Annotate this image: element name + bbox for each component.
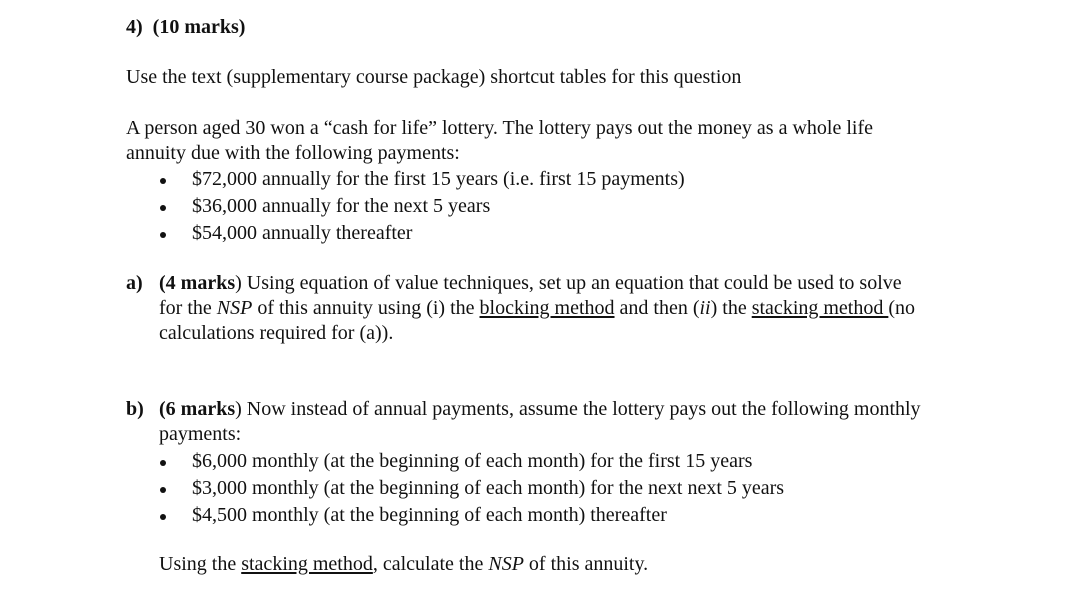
annual-payments-list — [156, 167, 685, 248]
list-item-text: $4,500 monthly (at the beginning of each month) thereafter — [192, 504, 667, 526]
final-pre: Using the — [159, 553, 242, 575]
list-item-text: $3,000 monthly (at the beginning of each month) for the next next 5 years — [192, 477, 785, 499]
blocking-method-term: blocking method — [479, 297, 615, 319]
part-b-marks-close: ) — [235, 398, 242, 420]
stacking-method-term: stacking method — [751, 297, 889, 319]
part-b-marks: (6 marks — [159, 398, 236, 420]
list-item — [156, 167, 685, 194]
part-b-final-instruction — [159, 552, 648, 577]
part-b-line-1 — [159, 397, 921, 422]
list-item-text: $72,000 annually for the first 15 years (i.e. first 15 payments) — [192, 168, 685, 190]
bullet-icon — [160, 460, 166, 466]
part-b-label: b) — [126, 398, 144, 420]
part-a-line-1 — [159, 271, 902, 296]
part-a-line-2-the: ) the — [710, 297, 752, 319]
nsp-term: NSP — [488, 553, 524, 575]
roman-ii: ii — [699, 297, 711, 319]
list-item — [156, 476, 784, 503]
part-a-marks-close: ) — [235, 272, 242, 294]
part-a-line-2-end: (no — [888, 297, 916, 319]
nsp-term: NSP — [216, 297, 253, 319]
bullet-icon — [160, 487, 166, 493]
list-item — [156, 449, 784, 476]
stacking-method-term: stacking method — [241, 553, 373, 575]
bullet-icon — [160, 178, 166, 184]
part-a-line-3: calculations required for (a)). — [159, 322, 394, 344]
part-b-line-2: payments: — [159, 423, 242, 445]
part-a-line-1-text: Using equation of value techniques, set up an equation that could be used to solve — [241, 272, 902, 294]
scenario-line-2: annuity due with the following payments: — [126, 142, 460, 164]
monthly-payments-list — [156, 449, 784, 530]
instruction-text: Use the text (supplementary course package) shortcut tables for this question — [126, 66, 742, 88]
list-item — [156, 503, 784, 530]
final-end: of this annuity. — [523, 553, 649, 575]
list-item — [156, 221, 685, 248]
list-item-text: $6,000 monthly (at the beginning of each month) for the first 15 years — [192, 450, 753, 472]
part-a-line-2 — [159, 296, 915, 321]
list-item-text: $36,000 annually for the next 5 years — [192, 195, 491, 217]
scenario-line-1: A person aged 30 won a “cash for life” lottery. The lottery pays out the money as a whole life — [126, 117, 873, 139]
final-mid: , calculate the — [372, 553, 489, 575]
bullet-icon — [160, 205, 166, 211]
part-a-line-2-mid: of this annuity using (i) the — [252, 297, 480, 319]
part-b-line-1-text: Now instead of annual payments, assume the lottery pays out the following monthly — [241, 398, 921, 420]
part-a-line-2-pre: for the — [159, 297, 217, 319]
part-a-line-2-and: and then ( — [614, 297, 700, 319]
question-heading — [126, 15, 245, 40]
question-number: 4) — [126, 16, 143, 38]
bullet-icon — [160, 232, 166, 238]
list-item-text: $54,000 annually thereafter — [192, 222, 413, 244]
part-a-label: a) — [126, 272, 143, 294]
question-marks: (10 marks) — [152, 16, 246, 38]
bullet-icon — [160, 514, 166, 520]
list-item — [156, 194, 685, 221]
part-a-marks: (4 marks — [159, 272, 236, 294]
